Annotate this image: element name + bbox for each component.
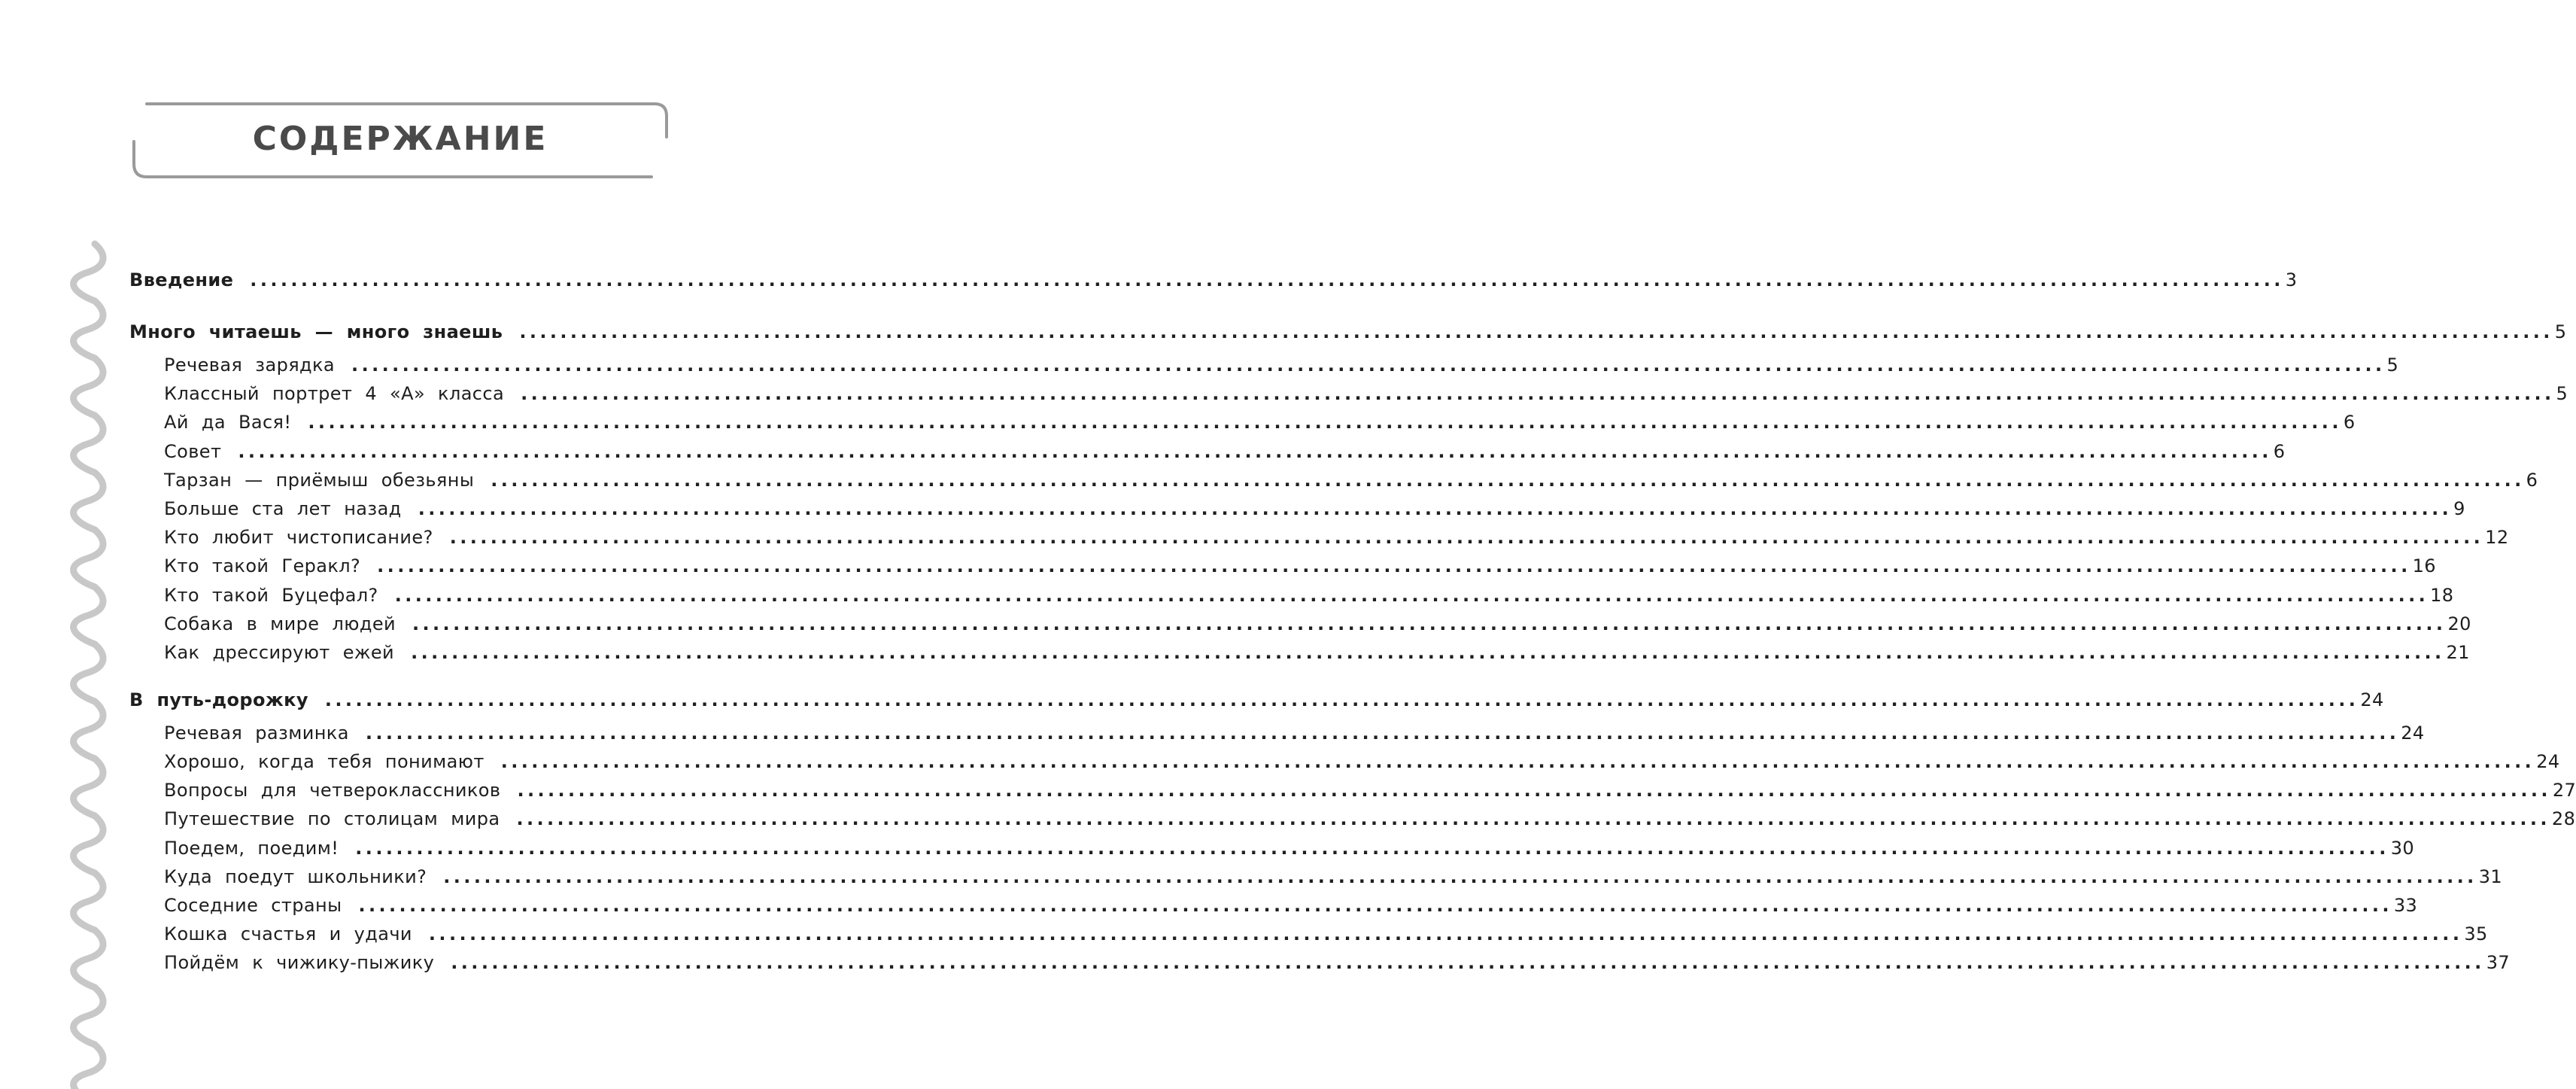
toc-item[interactable] xyxy=(164,720,2425,746)
dot-leader: ........................................................................................................................................................................................................ xyxy=(412,613,2447,634)
toc-section[interactable] xyxy=(129,267,2298,293)
toc-entry-title: Больше ста лет назад xyxy=(164,498,402,519)
toc-item[interactable] xyxy=(164,496,2465,522)
toc-item[interactable] xyxy=(164,864,2503,890)
toc-item[interactable] xyxy=(164,553,2436,579)
toc-entry-title: В путь-дорожку xyxy=(129,689,308,710)
toc-entry-title: Вопросы для четвероклассников xyxy=(164,780,501,801)
dot-leader: ........................................................................................................................................................................................................ xyxy=(355,838,2389,859)
dot-leader: ........................................................................................................................................................................................................ xyxy=(394,585,2429,606)
toc-item[interactable] xyxy=(164,352,2399,378)
dot-leader: ........................................................................................................................................................................................................ xyxy=(238,441,2272,462)
toc-page-number: 21 xyxy=(2446,642,2470,663)
toc-page-number: 28 xyxy=(2551,808,2576,829)
toc-entry-title: Кто такой Геракл? xyxy=(164,555,361,576)
toc-entry-title: Как дрессируют ежей xyxy=(164,642,395,663)
toc-item[interactable] xyxy=(164,525,2509,550)
toc-entry-title: Путешествие по столицам мира xyxy=(164,808,500,829)
toc-section[interactable] xyxy=(129,319,2567,345)
dot-leader: ........................................................................................................................................................................................................ xyxy=(449,527,2484,548)
dot-leader: ........................................................................................................................................................................................................ xyxy=(324,689,2359,710)
page-title: СОДЕРЖАНИЕ xyxy=(252,120,548,158)
toc-page-number: 24 xyxy=(2360,689,2384,710)
toc-page-number: 6 xyxy=(2526,470,2538,491)
toc-entry-title: Кто такой Буцефал? xyxy=(164,585,378,606)
title-frame xyxy=(0,0,743,196)
toc-page-number: 20 xyxy=(2447,613,2471,634)
dot-leader: ........................................................................................................................................................................................................ xyxy=(517,780,2551,801)
dot-leader: ........................................................................................................................................................................................................ xyxy=(351,354,2386,376)
toc-page-number: 37 xyxy=(2486,952,2511,973)
toc-page-number: 27 xyxy=(2552,780,2576,801)
toc-entry-title: Речевая зарядка xyxy=(164,354,336,376)
toc-entry-title: Много читаешь — много знаешь xyxy=(129,321,503,342)
toc-page-number: 24 xyxy=(2536,751,2560,772)
toc-page-number: 5 xyxy=(2556,383,2568,404)
toc-page-number: 31 xyxy=(2478,866,2503,887)
toc-entry-title: Кто любит чистописание? xyxy=(164,527,433,548)
toc-entry-title: Тарзан — приёмыш обезьяны xyxy=(164,470,475,491)
dot-leader: ........................................................................................................................................................................................................ xyxy=(516,808,2550,829)
toc-item[interactable] xyxy=(164,611,2471,637)
dot-leader: ........................................................................................................................................................................................................ xyxy=(451,952,2485,973)
dot-leader: ........................................................................................................................................................................................................ xyxy=(443,866,2477,887)
toc-page-number: 3 xyxy=(2285,269,2298,291)
toc-section[interactable] xyxy=(129,687,2384,713)
toc-page-number: 12 xyxy=(2485,527,2509,548)
toc-item[interactable] xyxy=(164,893,2418,918)
toc-page-number: 6 xyxy=(2343,412,2356,433)
toc-entry-title: Куда поедут школьники? xyxy=(164,866,427,887)
toc-item[interactable] xyxy=(164,749,2560,774)
toc-item[interactable] xyxy=(164,950,2511,975)
toc-page-number: 33 xyxy=(2393,895,2418,916)
dot-leader: ........................................................................................................................................................................................................ xyxy=(365,722,2400,744)
dot-leader: ........................................................................................................................................................................................................ xyxy=(358,895,2392,916)
toc-entry-title: Собака в мире людей xyxy=(164,613,396,634)
toc-entry-title: Хорошо, когда тебя понимают xyxy=(164,751,485,772)
toc-entry-title: Пойдём к чижику-пыжику xyxy=(164,952,435,973)
toc-item[interactable] xyxy=(164,640,2470,665)
toc-item[interactable] xyxy=(164,409,2356,435)
toc-entry-title: Соседние страны xyxy=(164,895,342,916)
toc-item[interactable] xyxy=(164,381,2568,406)
decorative-wave-border xyxy=(65,239,110,1089)
dot-leader: ........................................................................................................................................................................................................ xyxy=(491,470,2525,491)
toc-item[interactable] xyxy=(164,835,2415,861)
toc-entry-title: Ай да Вася! xyxy=(164,412,292,433)
toc-entry-title: Речевая разминка xyxy=(164,722,349,744)
toc-entry-title: Классный портрет 4 «А» класса xyxy=(164,383,505,404)
dot-leader: ........................................................................................................................................................................................................ xyxy=(519,321,2553,342)
toc-page-number: 18 xyxy=(2430,585,2454,606)
toc-item[interactable] xyxy=(164,806,2576,832)
toc-page-number: 5 xyxy=(2554,321,2567,342)
toc-item[interactable] xyxy=(164,439,2286,464)
toc-item[interactable] xyxy=(164,467,2538,493)
toc-page-number: 24 xyxy=(2401,722,2425,744)
toc-page-number: 16 xyxy=(2412,555,2436,576)
dot-leader: ........................................................................................................................................................................................................ xyxy=(308,412,2342,433)
dot-leader: ........................................................................................................................................................................................................ xyxy=(377,555,2411,576)
toc-page-number: 5 xyxy=(2386,354,2399,376)
dot-leader: ........................................................................................................................................................................................................ xyxy=(428,923,2463,945)
toc-item[interactable] xyxy=(164,921,2488,947)
toc-entry-title: Кошка счастья и удачи xyxy=(164,923,412,945)
dot-leader: ........................................................................................................................................................................................................ xyxy=(250,269,2284,291)
toc-page-number: 9 xyxy=(2453,498,2465,519)
toc-item[interactable] xyxy=(164,777,2576,803)
dot-leader: ........................................................................................................................................................................................................ xyxy=(411,642,2445,663)
toc-entry-title: Введение xyxy=(129,269,234,291)
toc-entry-title: Поедем, поедим! xyxy=(164,838,339,859)
dot-leader: ........................................................................................................................................................................................................ xyxy=(500,751,2535,772)
toc-page-number: 30 xyxy=(2390,838,2415,859)
toc-item[interactable] xyxy=(164,583,2454,608)
toc-page-number: 6 xyxy=(2273,441,2286,462)
dot-leader: ........................................................................................................................................................................................................ xyxy=(521,383,2555,404)
toc-entry-title: Совет xyxy=(164,441,222,462)
toc-page-number: 35 xyxy=(2464,923,2488,945)
dot-leader: ........................................................................................................................................................................................................ xyxy=(418,498,2453,519)
